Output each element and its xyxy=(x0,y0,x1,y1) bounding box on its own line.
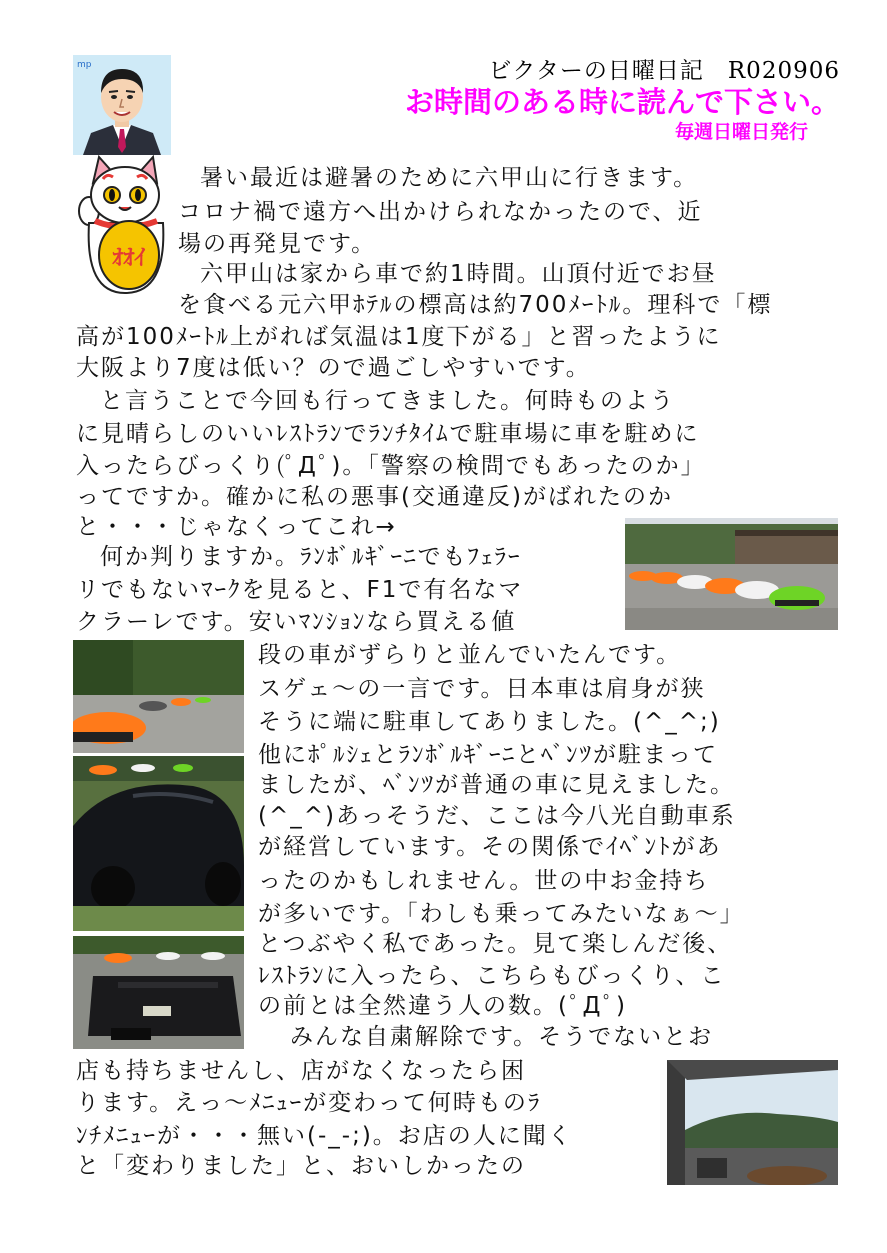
diary-title: ビクターの日曜日記 R020906 xyxy=(488,58,840,84)
text-line: 高が100ﾒｰﾄﾙ上がれば気温は1度下がる」と習ったように xyxy=(76,324,722,350)
cat-coin-text: ｵｵｲ xyxy=(112,246,146,271)
text-line: が経営しています。その関係でｲﾍﾞﾝﾄがあ xyxy=(258,834,722,860)
text-line: コロナ禍で遠方へ出かけられなかったので、近 xyxy=(178,199,703,225)
text-line: クラーレです。安いﾏﾝｼｮﾝなら買える値 xyxy=(76,609,517,635)
text-line: とつぶやく私であった。見て楽しんだ後、 xyxy=(258,931,733,957)
text-line: と・・・じゃなくってこれ→ xyxy=(76,514,397,540)
diary-subtitle: お時間のある時に読んで下さい。 xyxy=(404,85,840,119)
author-portrait xyxy=(73,55,171,155)
text-line: 段の車がずらりと並んでいたんです。 xyxy=(258,642,682,668)
publication-frequency: 毎週日曜日発行 xyxy=(674,121,808,143)
text-line: が多いです。「わしも乗ってみたいなぁ～」 xyxy=(258,901,745,927)
photo-parking-road xyxy=(73,640,244,753)
text-line: ﾝﾁﾒﾆｭｰが・・・無い(-_-;)。お店の人に聞く xyxy=(76,1123,573,1149)
text-line: を食べる元六甲ﾎﾃﾙの標高は約700ﾒｰﾄﾙ。理科で「標 xyxy=(178,292,773,318)
photo-black-porsche xyxy=(73,756,244,931)
text-line: 何か判りますか。ﾗﾝﾎﾞﾙｷﾞｰﾆでもﾌｪﾗｰ xyxy=(100,544,522,570)
text-line: 暑い最近は避暑のために六甲山に行きます。 xyxy=(200,165,699,191)
text-line: の前とは全然違う人の数。(ﾟДﾟ) xyxy=(258,993,627,1019)
text-line: リでもないﾏｰｸを見ると、F1で有名なマ xyxy=(76,577,524,603)
text-line: 大阪より7度は低い？ので過ごしやすいです。 xyxy=(76,355,591,381)
text-line: ましたが、ﾍﾞﾝﾂが普通の車に見えました。 xyxy=(258,772,735,798)
text-line: (^_^)あっそうだ、ここは今八光自動車系 xyxy=(258,803,736,829)
text-line: ﾚｽﾄﾗﾝに入ったら、こちらもびっくり、こ xyxy=(258,963,726,989)
text-line: 店も持ちませんし、店がなくなったら困 xyxy=(76,1058,526,1084)
text-line: 場の再発見です。 xyxy=(178,231,377,257)
text-line: 他にﾎﾟﾙｼｪとﾗﾝﾎﾞﾙｷﾞｰﾆとﾍﾞﾝﾂが駐まって xyxy=(258,742,718,768)
photo-supercar-rear xyxy=(73,936,244,1049)
text-line: と言うことで今回も行ってきました。何時ものよう xyxy=(100,388,675,414)
portrait-badge: mp xyxy=(77,60,92,70)
text-line: スゲェ～の一言です。日本車は肩身が狭 xyxy=(258,676,706,702)
text-line: そうに端に駐車してありました。(^_^;) xyxy=(258,709,721,735)
photo-restaurant-terrace xyxy=(667,1060,838,1185)
photo-mclaren-lineup xyxy=(625,518,838,630)
text-line: ってですか。確かに私の悪事(交通違反)がばれたのか xyxy=(76,484,673,510)
lucky-cat-illustration xyxy=(75,153,171,295)
text-line: みんな自粛解除です。そうでないとお xyxy=(290,1024,714,1050)
text-line: 六甲山は家から車で約1時間。山頂付近でお昼 xyxy=(200,261,717,287)
text-line: ったのかもしれません。世の中お金持ち xyxy=(258,868,710,894)
text-line: ります。えっ～ﾒﾆｭｰが変わって何時ものﾗ xyxy=(76,1090,542,1116)
text-line: 入ったらびっくり(ﾟДﾟ)。「警察の検問でもあったのか」 xyxy=(76,453,706,479)
text-line: に見晴らしのいいﾚｽﾄﾗﾝでﾗﾝﾁﾀｲﾑで駐車場に車を駐めに xyxy=(76,421,700,447)
text-line: と「変わりました」と、おいしかったの xyxy=(76,1153,526,1179)
